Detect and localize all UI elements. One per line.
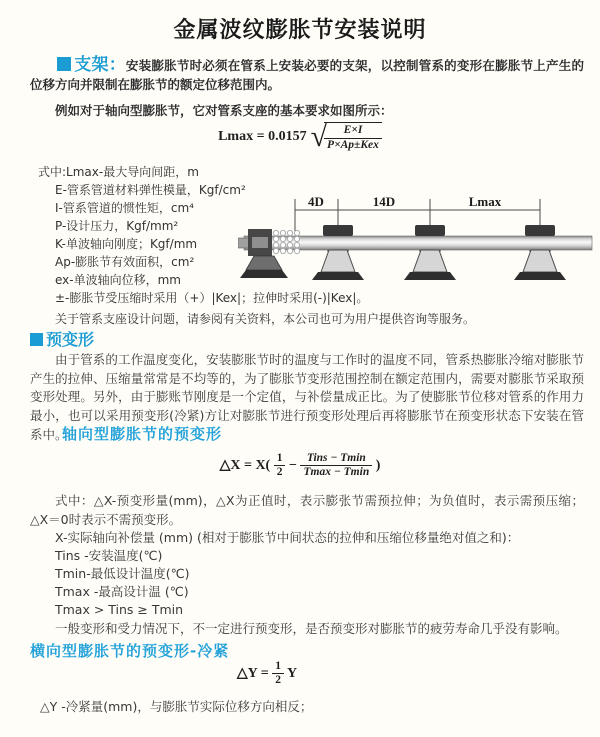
predeform-section-header — [30, 327, 94, 350]
pipe-stub — [238, 238, 249, 248]
dim-label-lmax: Lmax — [468, 194, 502, 209]
dim-label-14d: 14D — [372, 194, 396, 209]
pipe-diagram — [238, 192, 596, 294]
definition-line: ex-单波轴向位移，mm — [55, 273, 181, 287]
guide-support — [514, 225, 566, 280]
formula-dy-den: 2 — [272, 673, 284, 687]
formula-lmax-denominator: P×Ap±Kex — [324, 138, 382, 152]
predeform-section-label: 预变形 — [46, 330, 95, 349]
section-marker-icon — [57, 57, 71, 71]
sqrt-symbol: √ — [310, 120, 328, 153]
formula-dy-rhs: Y — [286, 665, 298, 681]
formula-lmax — [0, 122, 600, 152]
formula-lmax-lhs: Lmax = 0.0157 — [218, 129, 307, 145]
predeform-paragraph: 由于管系的工作温度变化，安装膨胀节时的温度与工作时的温度不同，管系热膨胀冷缩对膨胀节产生的拉伸、压缩量常常是不均等的，为了膨胀节变形范围控制在额定范围内，需要对膨胀节采取预变形处理。另外，由于膨账节刚度是一个定值，与补偿量成正比。为了使膨胀节位移对管系的作用力最小，也可以采用预变形(冷紧)方让对膨胀节进行预变形处理后再将膨胀节在预变形状态下安装在管系中。 — [30, 352, 584, 442]
formula-delta-x — [0, 452, 600, 479]
definition-line: 关于管系支座设计问题，请参阅有关资料，本公司也可为用户提供咨询等服务。 — [55, 312, 476, 326]
definition-line: ±-膨胀节受压缩时采用（+）|Kex|；拉伸时采用(-)|Kex|。 — [55, 291, 369, 305]
definition-line: Ap-膨胀节有效面积，cm² — [55, 255, 195, 269]
formula-dx-frac1-den: 2 — [274, 465, 286, 479]
axial-heading: 轴向型膨胀节的预变形 — [62, 425, 223, 443]
formula-dx-lhs: △X = X( — [219, 457, 271, 473]
pipe-diagram-svg — [238, 192, 596, 290]
guide-support — [404, 225, 456, 280]
axial-item: Tins -安装温度(℃) — [55, 548, 163, 563]
formula-lmax-numerator: E×I — [343, 124, 363, 137]
formula-dy-lhs: △Y = — [236, 665, 269, 681]
guide-support — [312, 225, 364, 280]
formula-dx-frac1-num: 1 — [276, 452, 283, 464]
axial-item: Tmax -最高设计温 (℃) — [55, 584, 189, 599]
formula-dx-frac2-num: Tins − Tmin — [306, 452, 366, 464]
formula-dy-num: 1 — [275, 660, 281, 672]
formula-dx-frac2-den: Tmax − Tmin — [300, 465, 372, 479]
support-section-label: 支架： — [74, 55, 126, 75]
section-marker-icon — [30, 333, 43, 346]
definition-line: E-管系管道材料弹性模量，Kgf/cm² — [55, 183, 246, 197]
formula-delta-y — [0, 660, 600, 687]
definition-line: K-单波轴向刚度；Kgf/mm — [55, 237, 198, 251]
axial-note: 一般变形和受力情况下，不一定进行预变形，是否预变形对膨胀节的疲劳寿命几乎没有影响。 — [55, 621, 568, 636]
support-section-paragraph — [30, 56, 584, 94]
formula-dx-rhs: ) — [375, 457, 381, 473]
definition-line: I-管系管道的惯性矩，cm⁴ — [55, 201, 194, 215]
definition-line: 式中:Lmax-最大导向间距，m — [38, 165, 199, 179]
lateral-note: △Y -冷紧量(mm)，与膨胀节实际位移方向相反； — [40, 699, 313, 714]
axial-item: X-实际轴向补偿量 (mm) (相对于膨胀节中间状态的拉伸和压缩位移量绝对值之和)： — [55, 530, 520, 545]
support-example-text: 例如对于轴向型膨胀节，它对管系支座的基本要求如图所示： — [55, 103, 393, 118]
formula-dx-operator: − — [288, 457, 297, 473]
lateral-heading: 横向型膨胀节的预变形-冷紧 — [30, 642, 230, 660]
dim-label-4d: 4D — [308, 194, 324, 209]
axial-explain: 式中：△X-预变形量(mm)，△X为正值时，表示膨张节需预拉伸；为负值时，表示需预压缩；△X＝0时表示不需预变形。 — [30, 493, 584, 527]
axial-items — [55, 529, 584, 619]
definition-line: P-设计压力，Kgf/mm² — [55, 219, 179, 233]
axial-item: Tmax > Tins ≥ Tmin — [55, 602, 184, 617]
support-intro-text: 安装膨胀节时必须在管系上安装必要的支架，以控制管系的变形在膨胀节上产生的位移方向并限制在膨胀节的额定位移范围内。 — [30, 58, 584, 92]
page-title: 金属波纹膨胀节安装说明 — [173, 18, 427, 43]
axial-item: Tmin-最低设计温度(℃) — [55, 566, 190, 581]
